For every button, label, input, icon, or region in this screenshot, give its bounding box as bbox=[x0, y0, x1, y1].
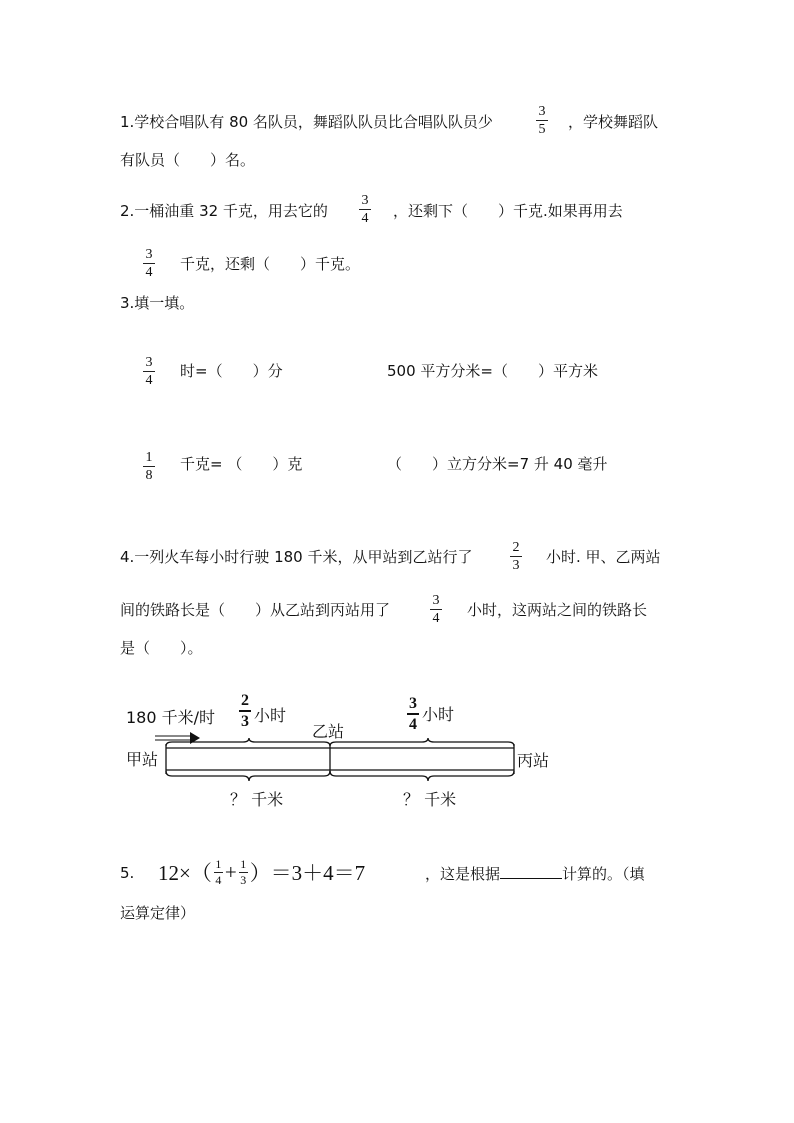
q3-title: 3.填一填。 bbox=[120, 294, 195, 312]
q3-c-fraction bbox=[143, 450, 155, 483]
bottom-brace-right bbox=[330, 771, 514, 781]
q3-d-text: （ ）立方分米=7 升 40 毫升 bbox=[387, 455, 608, 473]
q5-fraction-1 bbox=[214, 858, 223, 887]
q1-line2-text: 有队员（ ）名。 bbox=[120, 151, 256, 169]
q4-frac2-num: 3 bbox=[432, 593, 440, 608]
q5-expression bbox=[158, 857, 365, 887]
q4-frac1-den: 3 bbox=[512, 558, 520, 573]
q3-b-text: 500 平方分米=（ ）平方米 bbox=[387, 362, 598, 380]
q5-f1-num: 1 bbox=[215, 856, 222, 871]
diagram-unit-2: 小时 bbox=[422, 705, 455, 724]
q2-fraction-2 bbox=[143, 247, 155, 280]
diagram-fraction-2 bbox=[407, 695, 419, 733]
q1-frac-num: 3 bbox=[538, 104, 546, 119]
q4-frac2-den: 4 bbox=[432, 611, 440, 626]
diagram-fraction-1 bbox=[239, 692, 251, 730]
q5-after-text bbox=[425, 864, 645, 883]
station-b-label: 乙站 bbox=[312, 722, 345, 741]
q5-expr-end: ）＝3＋4＝7 bbox=[249, 861, 366, 885]
unknown-distance-1: ？ 千米 bbox=[230, 790, 284, 809]
q5-f1-den: 4 bbox=[215, 872, 222, 887]
diagram-frac2-num: 3 bbox=[409, 695, 417, 712]
q2-frac1-den: 4 bbox=[361, 211, 369, 226]
q2-frac1-num: 3 bbox=[361, 193, 369, 208]
q3-a-fraction bbox=[143, 355, 155, 388]
station-a-label: 甲站 bbox=[126, 750, 159, 769]
q1-line1-after: ，学校舞蹈队 bbox=[568, 113, 659, 131]
q4-line2-after: 小时，这两站之间的铁路长 bbox=[467, 601, 648, 619]
diagram-frac1-den: 3 bbox=[241, 713, 249, 730]
unknown-distance-2: ？ 千米 bbox=[403, 790, 457, 809]
bottom-brace-left bbox=[166, 771, 330, 781]
q5-number: 5. bbox=[120, 864, 135, 882]
speed-arrow bbox=[155, 732, 200, 744]
q5-after-2: 计算的。（填 bbox=[562, 865, 645, 883]
q3-a-den: 4 bbox=[145, 373, 153, 388]
q3-c-den: 8 bbox=[145, 468, 153, 483]
q2-fraction-1 bbox=[359, 193, 371, 226]
q4-frac1-num: 2 bbox=[512, 540, 520, 555]
station-c-label: 丙站 bbox=[517, 751, 550, 770]
q3-a-num: 3 bbox=[145, 355, 153, 370]
q4-fraction-1 bbox=[510, 540, 522, 573]
q3-c-num: 1 bbox=[145, 450, 153, 465]
q4-line2-text: 间的铁路长是（ ）从乙站到丙站用了 bbox=[120, 601, 391, 619]
q1-fraction bbox=[536, 104, 548, 137]
q1-frac-den: 5 bbox=[538, 122, 546, 137]
diagram-frac1-num: 2 bbox=[241, 692, 249, 709]
q5-after-1: ，这是根据 bbox=[425, 865, 501, 883]
q2-line1-after: ，还剩下（ ）千克.如果再用去 bbox=[393, 202, 623, 220]
q1-line1-text: 1.学校合唱队有 80 名队员，舞蹈队队员比合唱队队员少 bbox=[120, 113, 493, 131]
speed-label: 180 千米/时 bbox=[126, 708, 216, 727]
q4-line1-after: 小时. 甲、乙两站 bbox=[546, 548, 661, 566]
diagram-frac2-den: 4 bbox=[409, 716, 417, 733]
q4-line3-text: 是（ ）。 bbox=[120, 639, 203, 657]
q5-expr-start: 12×（ bbox=[158, 861, 212, 885]
q5-answer-blank[interactable] bbox=[500, 864, 562, 879]
q2-frac2-den: 4 bbox=[145, 265, 153, 280]
diagram-unit-1: 小时 bbox=[254, 706, 287, 725]
q5-plus: + bbox=[224, 859, 237, 884]
q4-line1-text: 4.一列火车每小时行驶 180 千米，从甲站到乙站行了 bbox=[120, 548, 473, 566]
q4-fraction-2 bbox=[430, 593, 442, 626]
q2-frac2-num: 3 bbox=[145, 247, 153, 262]
q5-line2-text: 运算定律） bbox=[120, 904, 196, 922]
q3-c-text: 千克= （ ）克 bbox=[180, 455, 303, 473]
track-top-line bbox=[166, 738, 514, 746]
q2-line1-text: 2.一桶油重 32 千克，用去它的 bbox=[120, 202, 328, 220]
q5-f2-den: 3 bbox=[240, 872, 247, 887]
q3-a-text: 时=（ ）分 bbox=[180, 362, 283, 380]
q5-fraction-2 bbox=[239, 858, 248, 887]
q5-f2-num: 1 bbox=[240, 856, 247, 871]
q2-line2-text: 千克，还剩（ ）千克。 bbox=[180, 255, 361, 273]
